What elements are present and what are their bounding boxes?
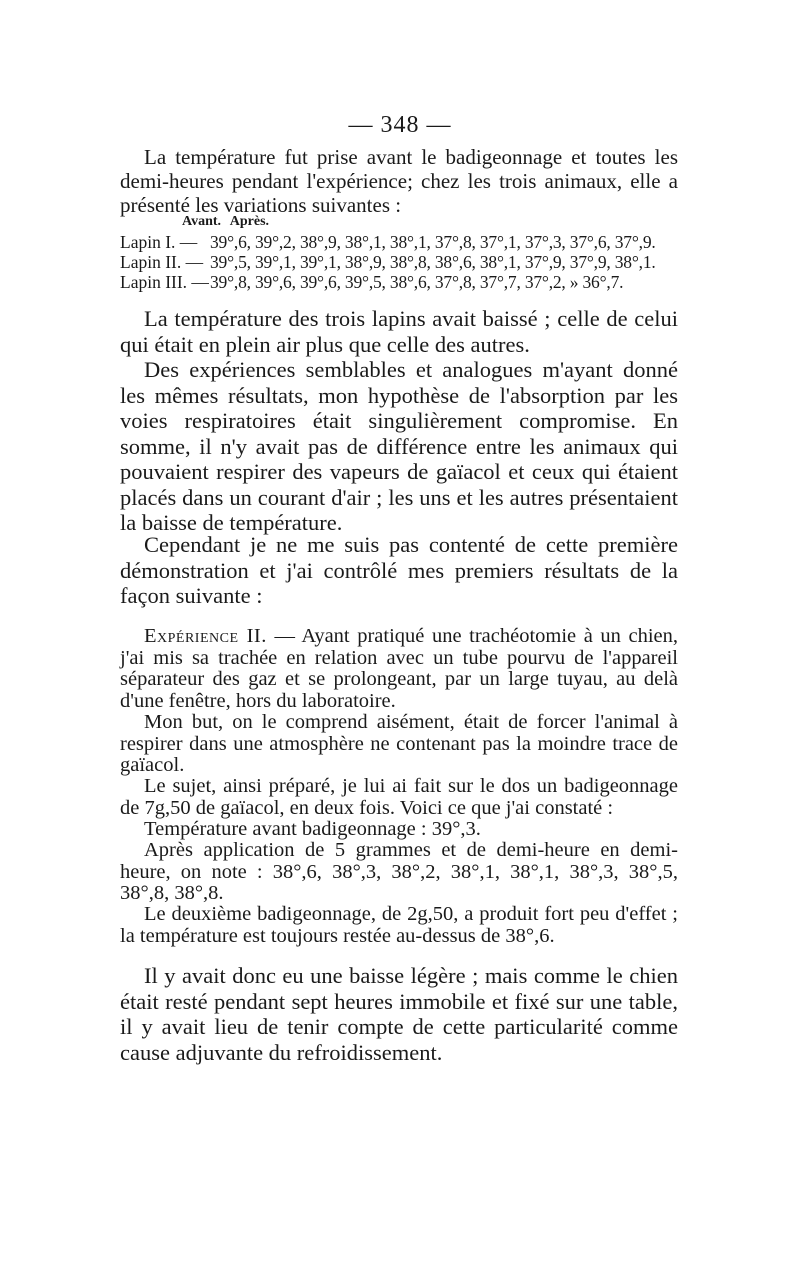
table-row (120, 252, 680, 272)
table-row (120, 272, 680, 292)
experience-paragraph (120, 626, 678, 712)
table-row (120, 232, 680, 252)
paragraph: La température des trois lapins avait baissé ; celle de celui qui était en plein air plus que celle des autres. (120, 306, 678, 357)
row-values: 39°,8, 39°,6, 39°,6, 39°,5, 38°,6, 37°,8, 37°,7, 37°,2, » 36°,7. (210, 272, 624, 292)
row-values: 39°,5, 39°,1, 39°,1, 38°,9, 38°,8, 38°,6, 38°,1, 37°,9, 37°,9, 38°,1. (210, 252, 656, 272)
intro-paragraph: La température fut prise avant le badigeonnage et toutes les demi-heures pendant l'expérience; chez les trois animaux, elle a présenté les variations suivantes : (120, 145, 678, 217)
table-header-after: Après. (229, 214, 270, 229)
paragraph: Après application de 5 grammes et de demi-heure en demi-heure, on note : 38°,6, 38°,3, 38°,2, 38°,1, 38°,1, 38°,3, 38°,5, 38°,8, 38°,8. (120, 839, 678, 904)
experience-text: — Ayant pratiqué une trachéotomie à un chien, j'ai mis sa trachée en relation avec un tube pourvu de l'appareil séparateur des gaz et se prolongeant, par un large tuyau, au delà d'une fenêtre, hors du laboratoire. (120, 625, 678, 712)
paragraph: Des expériences semblables et analogues m'ayant donné les mêmes résultats, mon hypothèse de l'absorption par les voies respiratoires était singulièrement compromise. En somme, il n'y avait pas de différence entre les animaux qui pouvaient respirer des vapeurs de gaïacol et ceux qui étaient placés dans un courant d'air ; les uns et les autres présentaient la baisse de température. (120, 357, 678, 535)
paragraph: Il y avait donc eu une baisse légère ; mais comme le chien était resté pendant sept heures immobile et fixé sur une table, il y avait lieu de tenir compte de cette particularité comme cause adjuvante du refroidissement. (120, 963, 678, 1065)
experience-label: Expérience II. (144, 625, 267, 647)
paragraph: Cependant je ne me suis pas contenté de cette première démonstration et j'ai contrôlé mes premiers résultats de la façon suivante : (120, 532, 678, 608)
paragraph: Mon but, on le comprend aisément, était de forcer l'animal à respirer dans une atmosphère ne contenant pas la moindre trace de gaïacol. (120, 711, 678, 776)
paragraph: Le deuxième badigeonnage, de 2g,50, a produit fort peu d'effet ; la température est toujours restée au-dessus de 38°,6. (120, 903, 678, 947)
paragraph: Température avant badigeonnage : 39°,3. (144, 818, 481, 840)
table-header (182, 214, 275, 230)
table-header-before: Avant. (182, 214, 222, 229)
paragraph: Le sujet, ainsi préparé, je lui ai fait sur le dos un badigeonnage de 7g,50 de gaïacol, en deux fois. Voici ce que j'ai constaté : (120, 775, 678, 819)
row-label: Lapin II. — (120, 252, 204, 272)
row-label: Lapin III. — (120, 272, 209, 292)
row-label: Lapin I. — (120, 232, 198, 252)
page-number: — 348 — (348, 112, 452, 138)
row-values: 39°,6, 39°,2, 38°,9, 38°,1, 38°,1, 37°,8, 37°,1, 37°,3, 37°,6, 37°,9. (210, 232, 656, 252)
